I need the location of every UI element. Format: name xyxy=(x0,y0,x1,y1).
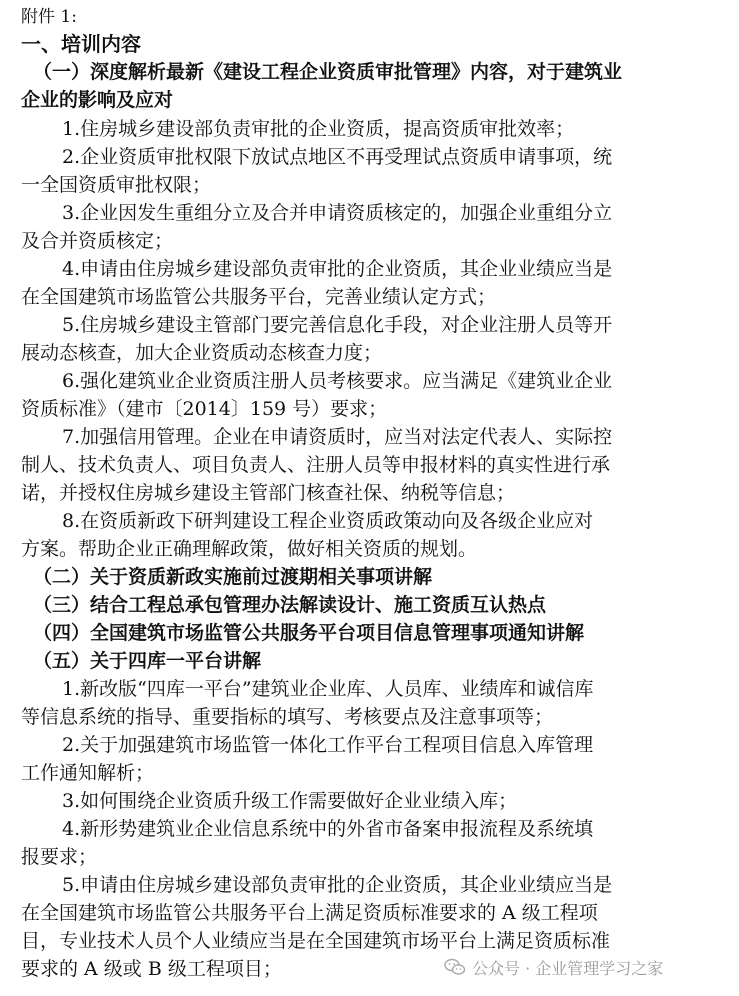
list-item: 2.企业资质审批权限下放试点地区不再受理试点资质申请事项，统 xyxy=(62,146,613,168)
list-item: 资质标准》（建市〔2014〕159 号）要求； xyxy=(21,398,388,420)
subsection-heading: （一）深度解析最新《建设工程企业资质审批管理》内容，对于建筑业 xyxy=(33,61,623,83)
list-item: 4.申请由住房城乡建设部负责审批的企业资质，其企业业绩应当是 xyxy=(62,258,613,280)
list-item: 3.如何围绕企业资质升级工作需要做好企业业绩入库； xyxy=(62,790,518,812)
list-item: 3.企业因发生重组分立及合并申请资质核定的，加强企业重组分立 xyxy=(62,202,613,224)
list-item: 工作通知解析； xyxy=(21,762,155,784)
list-item: 等信息系统的指导、重要指标的填写、考核要点及注意事项等； xyxy=(21,706,554,728)
list-item: 在全国建筑市场监管公共服务平台上满足资质标准要求的 A 级工程项 xyxy=(21,902,598,924)
watermark-text: 公众号 · 企业管理学习之家 xyxy=(472,958,664,978)
subsection-heading: （四）全国建筑市场监管公共服务平台项目信息管理事项通知讲解 xyxy=(33,622,585,644)
list-item: 展动态核查，加大企业资质动态核查力度； xyxy=(21,342,383,364)
list-item: 制人、技术负责人、项目负责人、注册人员等申报材料的真实性进行承 xyxy=(21,454,611,476)
list-item: 7.加强信用管理。企业在申请资质时，应当对法定代表人、实际控 xyxy=(62,426,613,448)
attachment-label: 附件 1: xyxy=(21,7,77,27)
subsection-heading: （五）关于四库一平台讲解 xyxy=(33,650,262,672)
section-title: 一、培训内容 xyxy=(21,32,141,56)
list-item: 一全国资质审批权限； xyxy=(21,174,212,196)
subsection-heading: （三）结合工程总承包管理办法解读设计、施工资质互认热点 xyxy=(33,594,547,616)
list-item: 及合并资质核定； xyxy=(21,230,174,252)
list-item: 1.住房城乡建设部负责审批的企业资质，提高资质审批效率； xyxy=(62,118,575,140)
list-item: 报要求； xyxy=(21,846,98,868)
list-item: 5.住房城乡建设主管部门要完善信息化手段，对企业注册人员等开 xyxy=(62,314,613,336)
list-item: 6.强化建筑业企业资质注册人员考核要求。应当满足《建筑业企业 xyxy=(62,370,613,392)
list-item: 要求的 A 级或 B 级工程项目； xyxy=(21,958,282,980)
list-item: 2.关于加强建筑市场监管一体化工作平台工程项目信息入库管理 xyxy=(62,734,594,756)
list-item: 8.在资质新政下研判建设工程企业资质政策动向及各级企业应对 xyxy=(62,510,594,532)
subsection-heading: （二）关于资质新政实施前过渡期相关事项讲解 xyxy=(33,566,433,588)
wechat-icon xyxy=(444,958,466,976)
subsection-heading: 企业的影响及应对 xyxy=(21,89,174,111)
list-item: 4.新形势建筑业企业信息系统中的外省市备案申报流程及系统填 xyxy=(62,818,594,840)
watermark xyxy=(444,955,663,979)
list-item: 1.新改版“四库一平台”建筑业企业库、人员库、业绩库和诚信库 xyxy=(62,678,594,700)
list-item: 目，专业技术人员个人业绩应当是在全国建筑市场平台上满足资质标准 xyxy=(21,930,611,952)
list-item: 在全国建筑市场监管公共服务平台，完善业绩认定方式； xyxy=(21,286,497,308)
list-item: 诺，并授权住房城乡建设主管部门核查社保、纳税等信息； xyxy=(21,482,516,504)
list-item: 5.申请由住房城乡建设部负责审批的企业资质，其企业业绩应当是 xyxy=(62,874,613,896)
list-item: 方案。帮助企业正确理解政策，做好相关资质的规划。 xyxy=(21,538,478,560)
